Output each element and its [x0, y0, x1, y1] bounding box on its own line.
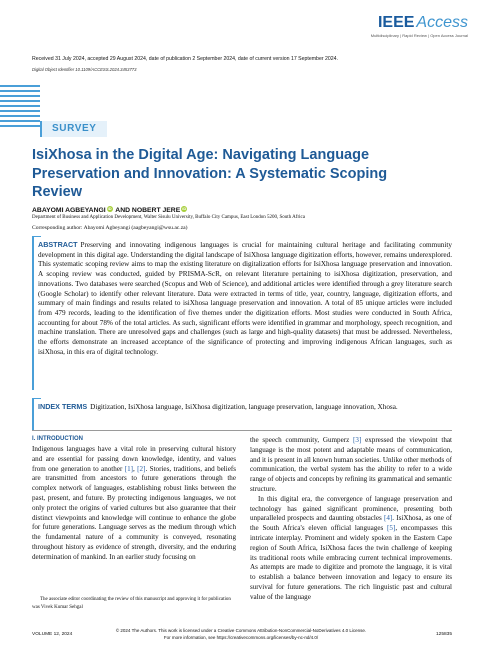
citation-link[interactable]: [1] — [124, 464, 133, 473]
citation-link[interactable]: [3] — [353, 436, 362, 444]
paragraph — [250, 436, 452, 495]
stripe — [0, 120, 40, 122]
paragraph-text: the speech community, Gumperz — [250, 436, 354, 444]
license-line: © 2024 The Authors. This work is licensed under a Creative Commons Attribution-NonCommercial-NoDerivatives 4.0 License. — [115, 628, 367, 633]
paragraph-text: , — [133, 464, 138, 473]
paper-title: IsiXhosa in the Digital Age: Navigating Language Preservation and Innovation: A Systematic Scoping Review — [32, 147, 388, 200]
license-link[interactable]: For more information, see https://creativecommons.org/licenses/by-nc-nd/4.0/ — [163, 635, 319, 640]
stripe — [0, 90, 40, 92]
index-terms-heading: INDEX TERMS — [38, 402, 88, 411]
paragraph-text: Indigenous languages have a vital role in preserving cultural history and are essential for passing down knowledge, identity, and values from one generation to another — [32, 445, 236, 473]
section-label: SURVEY — [40, 121, 107, 137]
paragraph-text: expressed the viewpoint that language is the most potent and adaptable means of communication, and it is present in all known human societies. Unlike other methods of communication, the verbal system has the ability to refer to a wide range of objects and concepts by refining its grammatical and semantic structure. — [250, 436, 452, 493]
body-column-right — [250, 436, 452, 603]
section-divider — [32, 430, 452, 431]
citation-link[interactable]: [2] — [137, 464, 146, 473]
corresponding-author: Corresponding author: Abayomi Agbeyangi (aagbeyangi@wsu.ac.za) — [32, 225, 188, 231]
abstract-section — [32, 236, 452, 390]
brand-ieee: IEEE — [377, 14, 415, 31]
author-2: AND NOBERT JERE — [115, 207, 181, 214]
journal-logo — [338, 14, 468, 44]
stripe — [0, 95, 40, 97]
paragraph-text: , encompasses this intricate interplay. Prominent and widely spoken in the Eastern Cape region of South Africa, IsiXhosa faces the twin challenge of keeping its traditional roots while embracing current technical improvements. As attempts are made to digitize and promote the language, it is vital to establish a balance between innovation and legacy to ensure its survival for future generations. The rich linguistic past and cultural value of the language — [250, 524, 452, 601]
journal-wordmark — [378, 14, 468, 32]
stripe — [0, 85, 40, 87]
volume-label: VOLUME 12, 2024 — [32, 632, 73, 637]
paragraph-text: . Stories, traditions, and beliefs are transmitted from ancestors to future generations through the complex network of languages, establishing robust links between the past, present, and future. By protecting indigenous languages, we not only protect the origins of varied cultures but also guarantee that their distinct viewpoints and knowledge will continue to enhance the globe for future generations. Language serves as the medium through which the fundamental nature of a community is conveyed, resonating throughout history as evidence of strength, diversity, and the enduring determination of mankind. In an earlier study focusing on — [32, 464, 236, 561]
index-terms-section — [32, 398, 452, 430]
index-terms-text: Digitization, IsiXhosa language, IsiXhosa digitization, language preservation, language innovation, Xhosa. — [90, 403, 398, 411]
paragraph-text: In this digital era, the convergence of language preservation and technology has gained significant prominence, presenting both unparalleled prospects and daunting obstacles — [250, 494, 452, 523]
orcid-icon[interactable]: iD — [182, 206, 187, 211]
doi-line: Digital Object Identifier 10.1109/ACCESS.2024.3453773 — [32, 67, 137, 72]
author-line — [32, 206, 188, 214]
paragraph — [250, 495, 452, 603]
citation-link[interactable]: [5] — [387, 524, 396, 533]
stripe — [0, 110, 40, 112]
body-column-left — [32, 445, 236, 563]
index-terms-body — [38, 402, 452, 413]
affiliation: Department of Business and Application Development, Walter Sisulu University, Buffalo City Campus, East London 5200, South Africa — [32, 215, 305, 220]
publication-dates: Received 31 July 2024, accepted 29 August 2024, date of publication 2 September 2024, date of current version 17 September 2024. — [32, 56, 338, 62]
stripe — [0, 125, 40, 127]
brand-access: Access — [416, 14, 468, 31]
editor-footnote: The associate editor coordinating the review of this manuscript and approving it for publication was Vivek Kumar Sehgal — [32, 597, 231, 611]
page-number: 125835 — [435, 632, 452, 637]
introduction-heading: I. INTRODUCTION — [32, 436, 83, 442]
journal-tagline: Multidisciplinary | Rapid Review | Open Access Journal — [370, 33, 468, 38]
stripe — [0, 115, 40, 117]
orcid-icon[interactable]: iD — [107, 206, 112, 211]
license-notice — [100, 627, 382, 641]
citation-link[interactable]: [4] — [384, 514, 393, 523]
abstract-text: Preserving and innovating indigenous languages is crucial for maintaining cultural heritage and facilitating community development in this digital age. Understanding the digital landscape of IsiXhosa language digitization efforts, however, remains underexplored. This systematic scoping review aims to map the existing literature on digitalization efforts for IsiXhosa language preservation and innovation. A scoping review was conducted, guided by PRISMA-ScR, on relevant literature pertaining to isiXhosa digitization, preservation, and innovations. Two databases were searched (Scopus and Web of Science), and additional articles were identified through a grey literature search (Google Scholar) to identify other relevant literature. Data were extracted in terms of title, year, country, language, digitization efforts, and summary of main findings and results related to isiXhosa language preservation and innovation. A total of 85 unique articles were included from 479 records, leading to the identification of five themes under the digitization efforts. Most studies were conducted in South Africa, accounting for about 78% of the total articles. As such, significant efforts were identified in grammar and morphology, speech recognition, and machine translation. There are unresolved gaps and challenges (such as large and high-quality datasets) that must be addressed. Nevertheless, the efforts demonstrate an increased acceptance of the significance of protecting and improving indigenous African languages, such as isiXhosa, in this era of digital technology. — [38, 241, 452, 356]
abstract-rule — [32, 236, 34, 390]
stripe — [0, 100, 40, 102]
author-1: ABAYOMI AGBEYANGI — [32, 207, 106, 214]
abstract-body — [38, 240, 452, 357]
paragraph-text: . IsiXhosa, as one of the South Africa's eleven official languages — [250, 514, 452, 533]
decorative-stripes — [0, 85, 40, 127]
paragraph — [32, 445, 236, 563]
stripe — [0, 105, 40, 107]
abstract-heading: ABSTRACT — [38, 240, 78, 249]
